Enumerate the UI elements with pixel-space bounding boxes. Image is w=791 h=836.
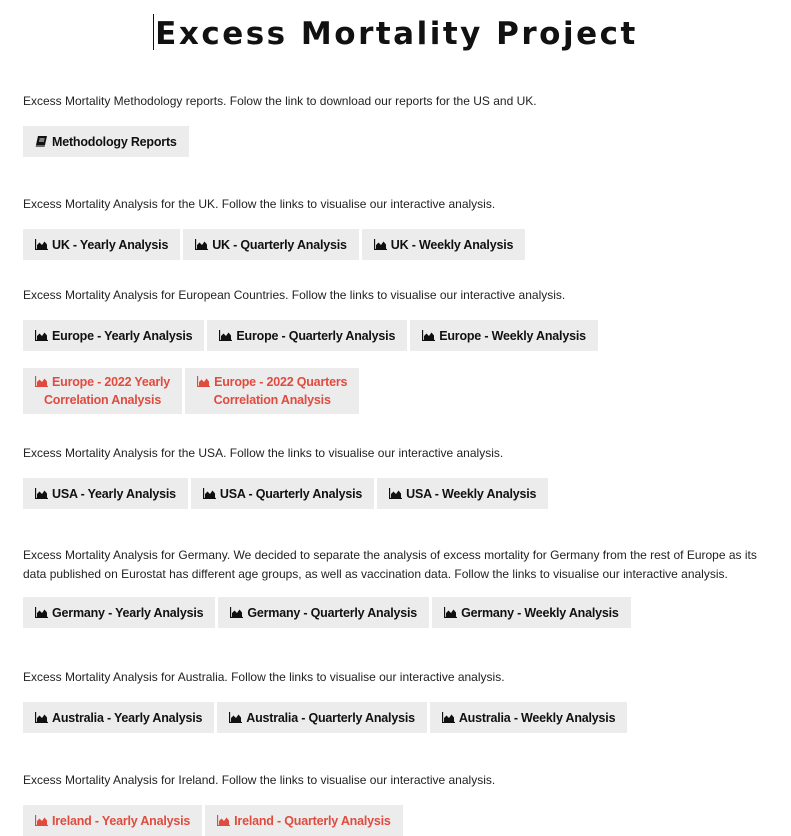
section-description: Excess Mortality Methodology reports. Folow the link to download our reports for the US and UK.: [23, 94, 537, 108]
section-methodology: [23, 92, 783, 157]
button-label: Australia - Weekly Analysis: [458, 710, 616, 725]
area-chart-icon: [35, 239, 48, 250]
area-chart-icon: [197, 376, 210, 387]
europe-yearly-analysis-button[interactable]: [23, 320, 204, 351]
uk-weekly-analysis-button[interactable]: [362, 229, 525, 260]
button-label: Australia - Yearly Analysis: [52, 710, 203, 725]
button-label: USA - Yearly Analysis: [52, 486, 176, 501]
button-label: Europe - Yearly Analysis: [52, 328, 193, 343]
germany-quarterly-analysis-button[interactable]: [218, 597, 429, 628]
button-label: USA - Weekly Analysis: [406, 486, 537, 501]
section-usa: [23, 444, 783, 509]
area-chart-icon: [35, 607, 48, 618]
australia-weekly-analysis-button[interactable]: [430, 702, 627, 733]
australia-yearly-analysis-button[interactable]: [23, 702, 214, 733]
button-label: Europe - Quarterly Analysis: [236, 328, 396, 343]
section-description: Excess Mortality Analysis for Ireland. Follow the links to visualise our interactive analysis.: [23, 773, 496, 787]
page-title: Excess Mortality Project: [155, 16, 638, 52]
book-icon: [35, 136, 48, 147]
section-description: Excess Mortality Analysis for the USA. Follow the links to visualise our interactive analysis.: [23, 446, 504, 460]
area-chart-icon: [374, 239, 387, 250]
area-chart-icon: [35, 376, 48, 387]
area-chart-icon: [219, 330, 232, 341]
button-label: Methodology Reports: [52, 134, 177, 149]
button-label: Australia - Quarterly Analysis: [246, 710, 415, 725]
button-row: [23, 126, 783, 157]
area-chart-icon: [35, 815, 48, 826]
button-label: Germany - Yearly Analysis: [52, 605, 204, 620]
uk-quarterly-analysis-button[interactable]: [183, 229, 359, 260]
button-label: Germany - Weekly Analysis: [461, 605, 619, 620]
button-label: Ireland - Yearly Analysis: [52, 813, 191, 828]
area-chart-icon: [35, 330, 48, 341]
europe-2022-quarters-correlation-button[interactable]: [185, 368, 359, 414]
button-label: USA - Quarterly Analysis: [219, 486, 363, 501]
section-europe: [23, 286, 783, 414]
europe-2022-yearly-correlation-button[interactable]: [23, 368, 182, 414]
button-label: UK - Weekly Analysis: [390, 237, 514, 252]
button-label: Germany - Quarterly Analysis: [247, 605, 418, 620]
australia-quarterly-analysis-button[interactable]: [217, 702, 427, 733]
area-chart-icon: [229, 712, 242, 723]
area-chart-icon: [422, 330, 435, 341]
area-chart-icon: [444, 607, 457, 618]
button-label: UK - Yearly Analysis: [52, 237, 169, 252]
button-row: [23, 229, 783, 260]
section-description: Excess Mortality Analysis for Australia. Follow the links to visualise our interactive analysis.: [23, 670, 505, 684]
usa-yearly-analysis-button[interactable]: [23, 478, 188, 509]
section-description: Excess Mortality Analysis for the UK. Follow the links to visualise our interactive analysis.: [23, 197, 496, 211]
button-row-correlation: [23, 368, 783, 414]
uk-yearly-analysis-button[interactable]: [23, 229, 180, 260]
ireland-yearly-analysis-button[interactable]: [23, 805, 202, 836]
button-row: [23, 320, 783, 351]
button-row: [23, 597, 783, 628]
germany-weekly-analysis-button[interactable]: [432, 597, 631, 628]
button-label: Europe - 2022 Yearly Correlation Analysis: [35, 373, 170, 409]
section-australia: [23, 668, 783, 733]
section-description: Excess Mortality Analysis for Germany. We decided to separate the analysis of excess mortality for Germany from the rest of Europe as its data published on Eurostat has different age groups, as well as vaccination data. Follow the links to visualise our interactive analysis.: [23, 548, 757, 581]
germany-yearly-analysis-button[interactable]: [23, 597, 215, 628]
button-label: Europe - 2022 Quarters Correlation Analysis: [197, 373, 347, 409]
area-chart-icon: [442, 712, 455, 723]
area-chart-icon: [35, 488, 48, 499]
button-label: UK - Quarterly Analysis: [212, 237, 347, 252]
usa-quarterly-analysis-button[interactable]: [191, 478, 374, 509]
methodology-reports-button[interactable]: [23, 126, 189, 157]
europe-weekly-analysis-button[interactable]: [410, 320, 598, 351]
europe-quarterly-analysis-button[interactable]: [207, 320, 407, 351]
area-chart-icon: [203, 488, 216, 499]
area-chart-icon: [217, 815, 230, 826]
area-chart-icon: [35, 712, 48, 723]
text-cursor: [153, 14, 154, 50]
button-label: Ireland - Quarterly Analysis: [234, 813, 391, 828]
section-germany: [23, 546, 783, 628]
section-ireland: [23, 771, 783, 836]
area-chart-icon: [389, 488, 402, 499]
button-row: [23, 478, 783, 509]
area-chart-icon: [195, 239, 208, 250]
usa-weekly-analysis-button[interactable]: [377, 478, 548, 509]
section-description: Excess Mortality Analysis for European Countries. Follow the links to visualise our interactive analysis.: [23, 288, 566, 302]
section-uk: [23, 195, 783, 260]
area-chart-icon: [230, 607, 243, 618]
ireland-quarterly-analysis-button[interactable]: [205, 805, 403, 836]
button-row: [23, 805, 783, 836]
button-row: [23, 702, 783, 733]
button-label: Europe - Weekly Analysis: [439, 328, 586, 343]
